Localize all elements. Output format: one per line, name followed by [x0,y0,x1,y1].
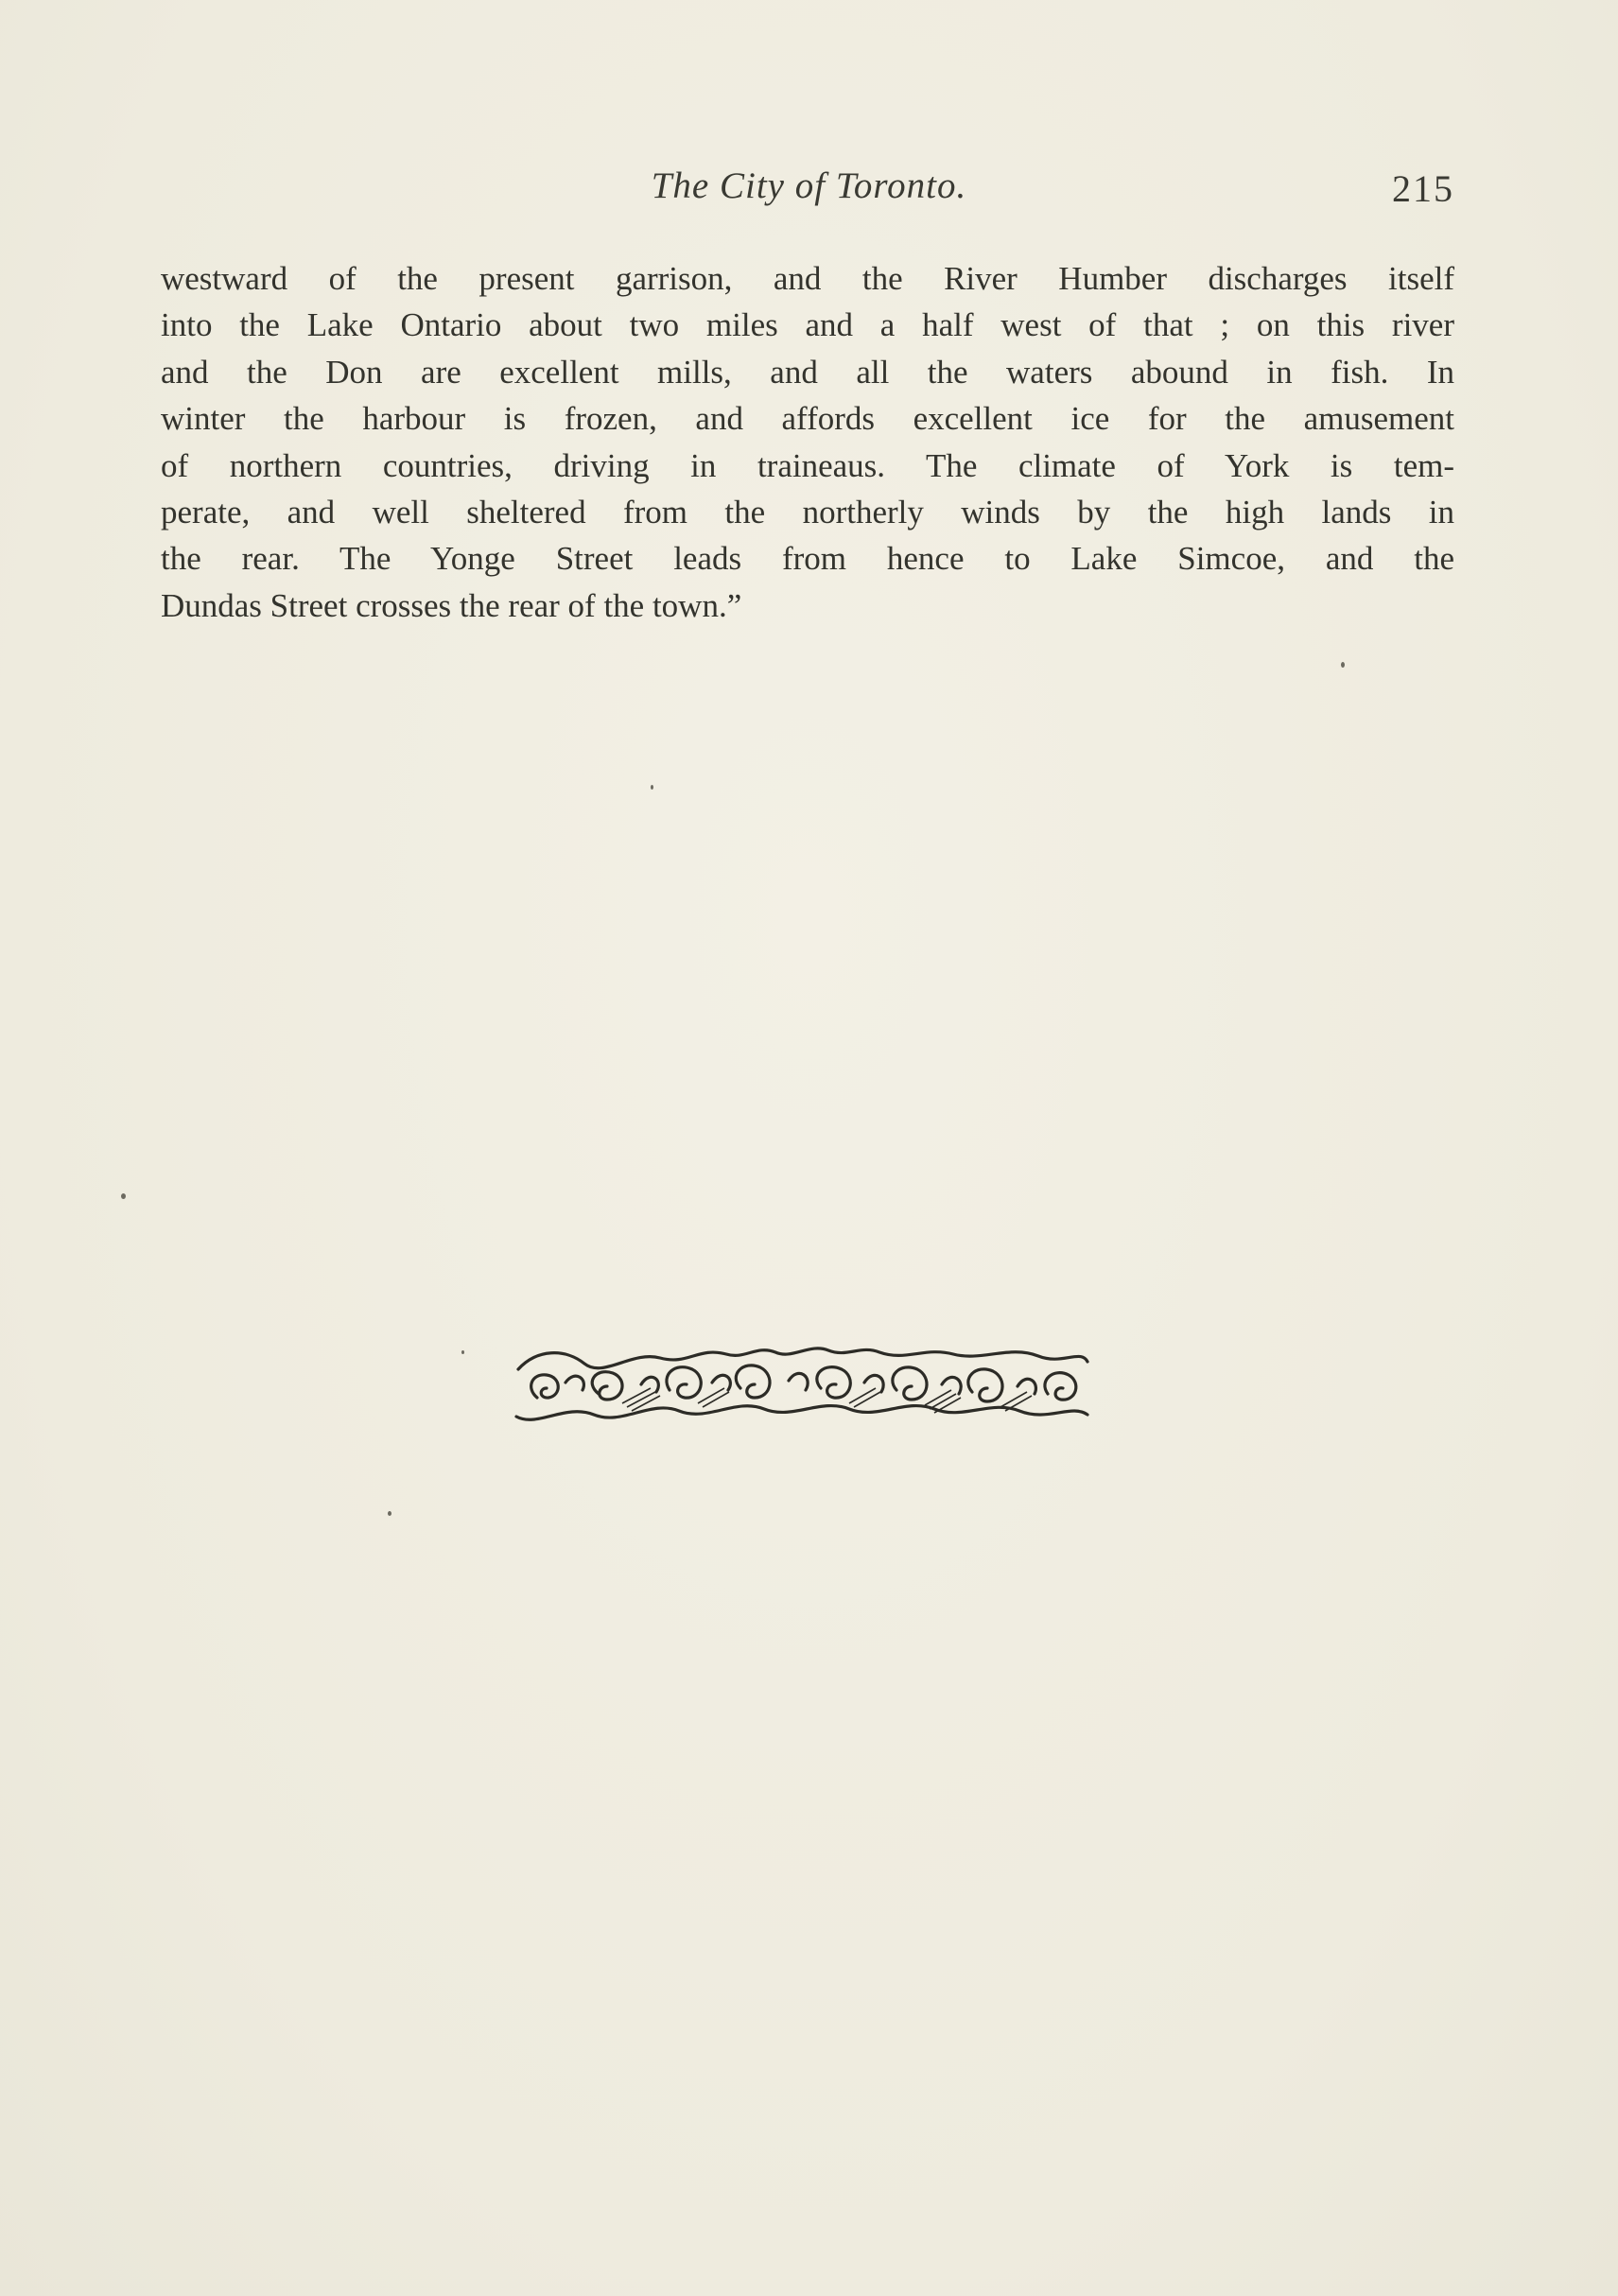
paper-speck [388,1511,391,1516]
paper-speck [651,785,653,790]
scroll-ornament-icon [509,1341,1095,1428]
text-line: perate, and well sheltered from the northerly winds by the high lands in [161,494,1454,531]
page-number: 215 [1392,167,1454,210]
running-head [0,165,1618,221]
paper-speck [121,1193,126,1199]
text-line: Dundas Street crosses the rear of the town.” [161,586,742,624]
text-line: winter the harbour is frozen, and affords excellent ice for the amusement [161,400,1454,438]
body-paragraph [161,255,1454,629]
text-line: westward of the present garrison, and the River Humber discharges itself [161,260,1454,297]
text-line: of northern countries, driving in traineaus. The climate of York is tem- [161,446,1454,484]
paper-speck [1341,662,1345,668]
paper-speck [461,1350,464,1354]
text-line: the rear. The Yonge Street leads from hence to Lake Simcoe, and the [161,540,1454,578]
running-title: The City of Toronto. [651,165,967,206]
text-line: and the Don are excellent mills, and all the waters abound in fish. In [161,353,1454,391]
text-line: into the Lake Ontario about two miles and a half west of that ; on this river [161,306,1454,344]
